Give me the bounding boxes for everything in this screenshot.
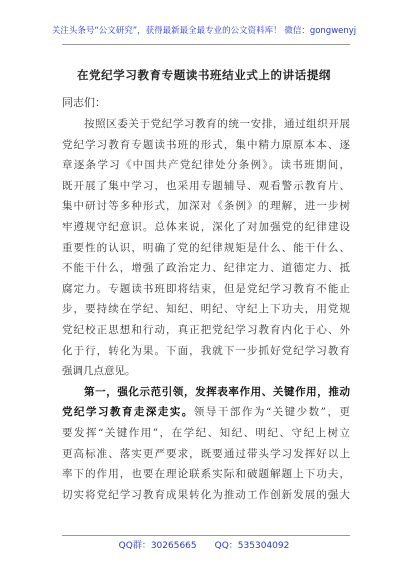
paragraph-line: 步，要持续在学纪、知纪、明纪、守纪上下功夫，用党规 xyxy=(62,303,350,316)
paragraph-line: 要发挥“关键作用”，在学纪、知纪、明纪、守纪上树立 xyxy=(62,426,350,439)
paragraph-line: 重要性的认识，明确了党的纪律规矩是什么、能干什么、 xyxy=(62,241,350,254)
paragraph-line xyxy=(62,402,350,423)
paragraph-line: 党纪学习教育专题读书班的形式，集中精力原原本本、逐 xyxy=(62,138,350,151)
paragraph-heading-line: 第一，强化示范引领，发挥表率作用、关键作用，推动 xyxy=(84,385,350,398)
paragraph-line: 切实将党纪学习教育成果转化为推动工作创新发展的强大 xyxy=(62,488,350,501)
paragraph-line: 化于行，转化为果。下面，我就下一步抓好党纪学习教育 xyxy=(62,344,350,357)
footer-divider xyxy=(62,535,350,536)
paragraph-line: 集中研讨等多种形式，加深对《条例》的理解，进一步树 xyxy=(62,200,350,213)
footer xyxy=(0,538,408,551)
paragraph-line-rest: 领导干部作为“关键少数”，更 xyxy=(193,406,350,419)
paragraph-line: 牢遵规守纪意识。总体来说，深化了对加强党的纪律建设 xyxy=(62,220,350,233)
paragraph-line: 不能干什么，增强了政治定力、纪律定力、道德定力、抵 xyxy=(62,262,350,275)
header-banner: 关注头条号“公文研究”，获得最新最全最专业的公文资料库！ 微信：gongwenyj xyxy=(51,26,357,36)
header-divider xyxy=(62,44,350,45)
document-title: 在党纪学习教育专题读书班结业式上的讲话提纲 xyxy=(76,68,332,82)
paragraph-heading-tail: 党纪学习教育走深走实。 xyxy=(62,406,194,419)
paragraph-line: 强调几点意见。 xyxy=(62,365,136,378)
paragraph-1 xyxy=(62,114,350,382)
footer-qq: QQ：535304092 xyxy=(214,541,290,551)
paragraph-line: 按照区委关于党纪学习教育的统一安排，通过组织开展 xyxy=(84,118,350,130)
paragraph-line: 章逐条学习《中国共产党纪律处分条例》。读书班期间， xyxy=(62,159,350,172)
paragraph-line: 腐定力。专题读书班即将结束，但是党纪学习教育不能止 xyxy=(62,282,350,295)
footer-qq-group: QQ群：30265665 xyxy=(118,541,197,551)
paragraph-line: 率下的作用，也要在理论联系实际和破题解题上下功夫， xyxy=(62,468,350,481)
salutation: 同志们： xyxy=(62,96,106,109)
paragraph-line: 既开展了集中学习，也采用专题辅导、观看警示教育片、 xyxy=(62,179,350,192)
paragraph-line: 党纪校正思想和行动，真正把党纪学习教育内化于心、外 xyxy=(62,323,350,336)
paragraph-2 xyxy=(62,382,350,506)
document-body xyxy=(62,114,350,505)
paragraph-line: 更高标准、落实更严要求，既要通过带头学习发挥好以上 xyxy=(62,447,350,460)
